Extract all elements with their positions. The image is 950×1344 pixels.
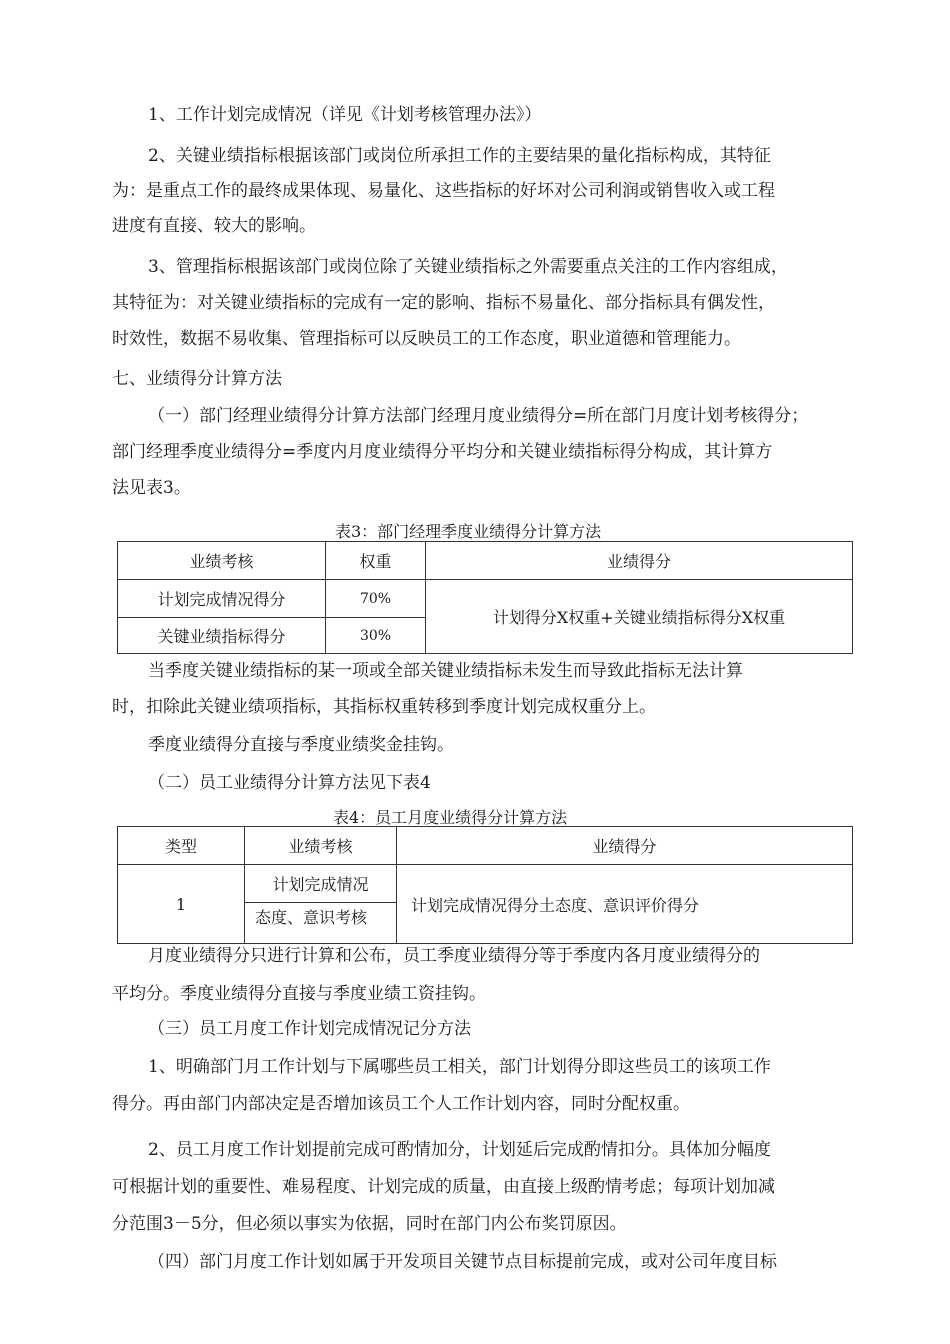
section-3b-line-2: 可根据计划的重要性、难易程度、计划完成的质量，由直接上级酌情考虑；每项计划加减: [112, 1177, 775, 1197]
table-4-header-score: 业绩得分: [397, 827, 853, 865]
section-3b-line-1: 2、员工月度工作计划提前完成可酌情加分，计划延后完成酌情扣分。具体加分幅度: [148, 1140, 771, 1160]
table-3: [117, 541, 853, 654]
paragraph-3-line-1: 3、管理指标根据该部门或岗位除了关键业绩指标之外需要重点关注的工作内容组成，: [148, 257, 788, 277]
section-1-line-3: 法见表3。: [112, 478, 191, 498]
table-3-row-item: 计划完成情况得分: [118, 580, 326, 618]
table-3-row-weight: 70%: [326, 580, 426, 618]
note-1-line-1: 当季度关键业绩指标的某一项或全部关键业绩指标未发生而导致此指标无法计算: [148, 661, 743, 681]
section-1-line-1: （一）部门经理业绩得分计算方法部门经理月度业绩得分=所在部门月度计划考核得分；: [148, 406, 809, 426]
table-3-header-score: 业绩得分: [426, 542, 853, 580]
paragraph-2-line-1: 2、关键业绩指标根据该部门或岗位所承担工作的主要结果的量化指标构成，其特征: [148, 146, 771, 166]
paragraph-2-line-2: 为：是重点工作的最终成果体现、易量化、这些指标的好坏对公司利润或销售收入或工程: [112, 181, 775, 201]
table-3-formula: 计划得分X权重+关键业绩指标得分X权重: [426, 580, 853, 654]
table-4-header-item: 业绩考核: [245, 827, 397, 865]
table-4: [117, 826, 853, 944]
table-3-row-weight: 30%: [326, 618, 426, 654]
table-3-header-weight: 权重: [326, 542, 426, 580]
note-3-line-1: 月度业绩得分只进行计算和公布，员工季度业绩得分等于季度内各月度业绩得分的: [148, 946, 760, 966]
section-2: （二）员工业绩得分计算方法见下表4: [148, 773, 431, 793]
table-4-type: 1: [118, 865, 245, 944]
table-4-item: [245, 903, 397, 944]
table-4-item: 计划完成情况: [245, 865, 397, 903]
section-heading-7: 七、业绩得分计算方法: [112, 369, 282, 389]
paragraph-3-line-3: 时效性，数据不易收集、管理指标可以反映员工的工作态度，职业道德和管理能力。: [112, 329, 741, 349]
section-3a-line-2: 得分。再由部门内部决定是否增加该员工个人工作计划内容，同时分配权重。: [112, 1094, 690, 1114]
table-4-item-text: 态度、意识考核: [255, 908, 368, 927]
section-3b-line-3: 分范围3－5分，但必须以事实为依据，同时在部门内公布奖罚原因。: [112, 1214, 627, 1234]
note-3-line-2: 平均分。季度业绩得分直接与季度业绩工资挂钩。: [112, 984, 486, 1004]
section-3: （三）员工月度工作计划完成情况记分方法: [148, 1019, 471, 1039]
paragraph-2-line-3: 进度有直接、较大的影响。: [112, 216, 316, 236]
paragraph-3-line-2: 其特征为：对关键业绩指标的完成有一定的影响、指标不易量化、部分指标具有偶发性，: [112, 293, 775, 313]
note-2: 季度业绩得分直接与季度业绩奖金挂钩。: [148, 735, 454, 755]
section-3a-line-1: 1、明确部门月工作计划与下属哪些员工相关，部门计划得分即这些员工的该项工作: [148, 1057, 771, 1077]
note-1-line-2: 时，扣除此关键业绩项指标，其指标权重转移到季度计划完成权重分上。: [112, 697, 656, 717]
table-4-formula: 计划完成情况得分土态度、意识评价得分: [397, 865, 853, 944]
table-3-row-item: 关键业绩指标得分: [118, 618, 326, 654]
table-3-header-item: 业绩考核: [118, 542, 326, 580]
section-1-line-2: 部门经理季度业绩得分=季度内月度业绩得分平均分和关键业绩指标得分构成，其计算方: [112, 442, 773, 462]
section-4-line-1: （四）部门月度工作计划如属于开发项目关键节点目标提前完成，或对公司年度目标: [148, 1252, 777, 1272]
table-4-caption: 表4：员工月度业绩得分计算方法: [333, 808, 568, 827]
paragraph-1: 1、工作计划完成情况（详见《计划考核管理办法》）: [148, 105, 542, 125]
table-4-header-type: 类型: [118, 827, 245, 865]
table-3-caption: 表3：部门经理季度业绩得分计算方法: [335, 522, 602, 541]
